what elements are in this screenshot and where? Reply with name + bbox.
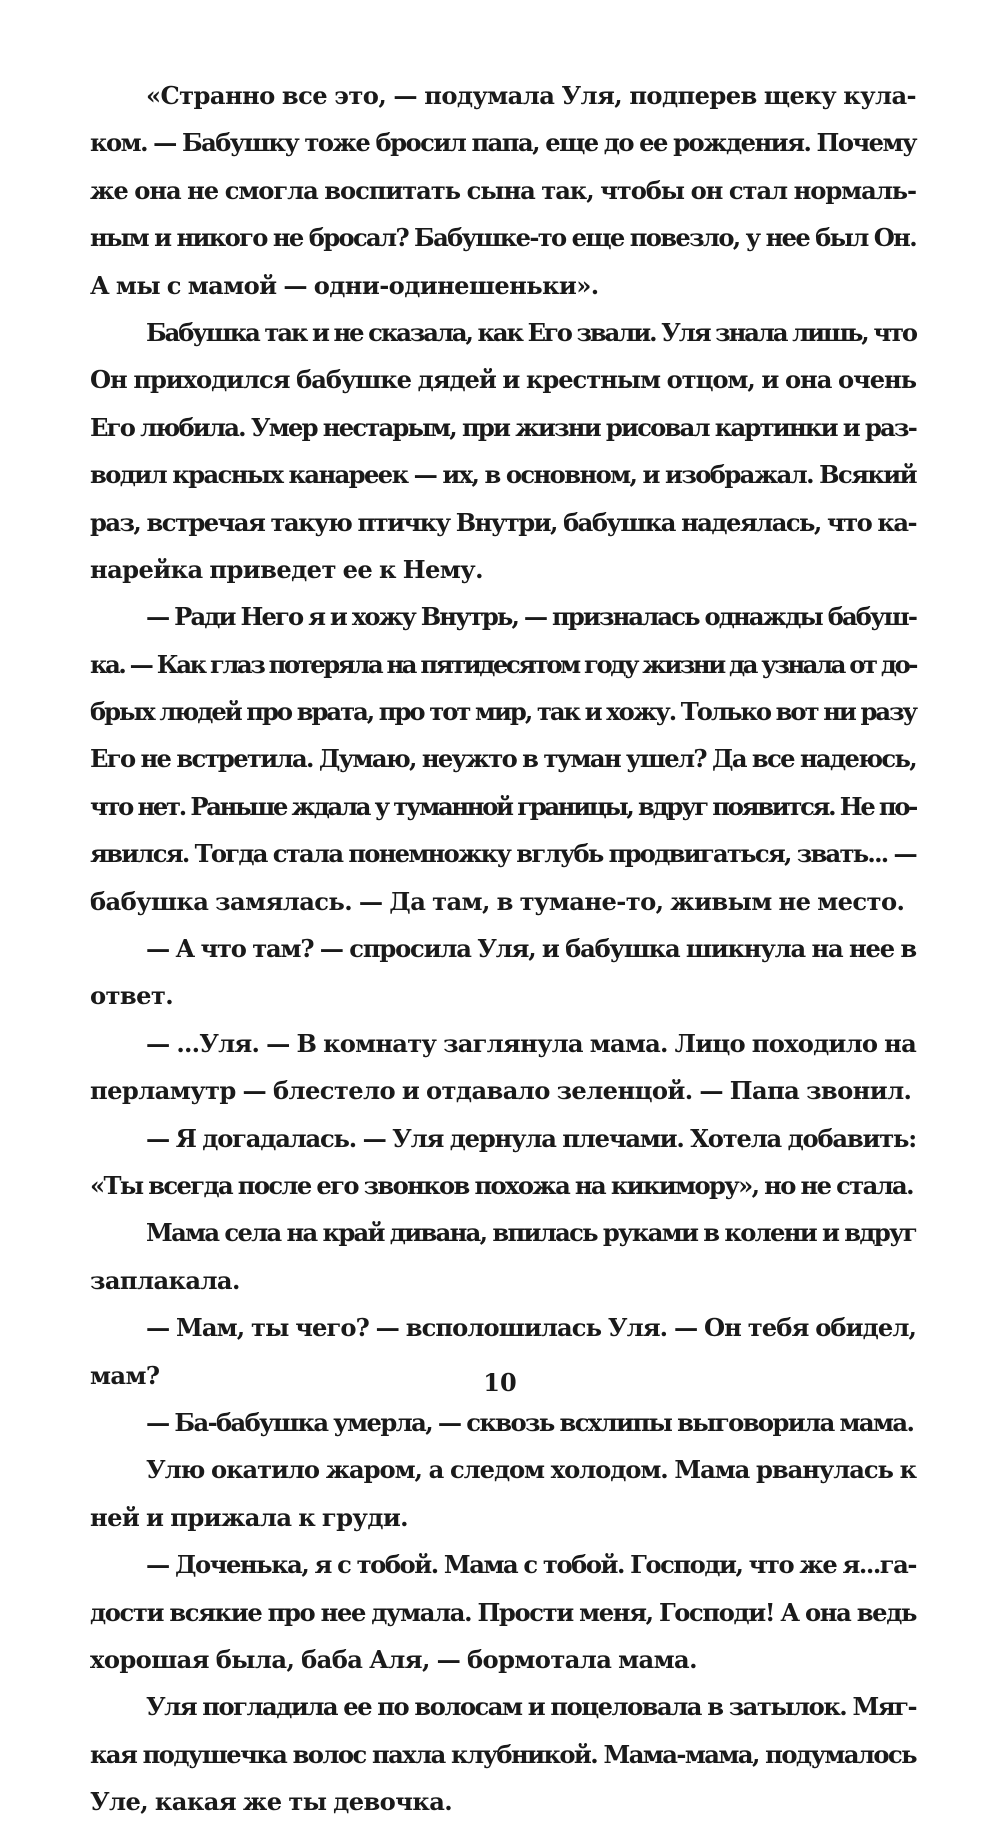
text-line: дости всякие про нее думала. Прости меня, Господи! А она ведь	[90, 1597, 916, 1627]
text-line: — Ба-бабушка умерла, — сквозь всхлипы выговорила мама.	[146, 1407, 914, 1437]
text-line: бабушка замялась. — Да там, в тумане-то, живым не место.	[90, 886, 905, 916]
text-line: же она не смогла воспитать сына так, чтобы он стал нормаль-	[90, 175, 916, 205]
text-line: раз, встречая такую птичку Внутри, бабушка надеялась, что ка-	[90, 507, 916, 537]
text-line: «Ты всегда после его звонков похожа на кикимору», но не стала.	[90, 1170, 913, 1200]
text-line: явился. Тогда стала понемножку вглубь продвигаться, звать... —	[90, 839, 916, 869]
text-line: — ...Уля. — В комнату заглянула мама. Лицо походило на	[146, 1028, 916, 1058]
text-line: Его любила. Умер нестарым, при жизни рисовал картинки и раз-	[90, 412, 916, 442]
text-line: — А что там? — спросила Уля, и бабушка шикнула на нее в	[146, 934, 916, 964]
text-line: Мама села на край дивана, впилась руками в колени и вдруг	[146, 1218, 916, 1248]
text-line: ней и прижала к груди.	[90, 1502, 409, 1532]
text-line: «Странно все это, — подумала Уля, подперев щеку кула-	[146, 81, 916, 110]
text-line: Улю окатило жаром, а следом холодом. Мама рванулась к	[146, 1455, 916, 1485]
text-line: мам?	[90, 1360, 160, 1390]
text-line: ка. — Как глаз потеряла на пятидесятом году жизни да узнала от до-	[90, 649, 916, 679]
text-line: что нет. Раньше ждала у туманной границы, вдруг появится. Не по-	[90, 791, 916, 821]
text-line: брых людей про врата, про тот мир, так и хожу. Только вот ни разу	[90, 697, 916, 727]
text-line: Бабушка так и не сказала, как Его звали. Уля знала лишь, что	[146, 317, 916, 347]
text-line: водил красных канареек — их, в основном, и изображал. Всякий	[90, 460, 916, 490]
text-line: Он приходился бабушке дядей и крестным отцом, и она очень	[90, 365, 916, 395]
text-line: Уля погладила ее по волосам и поцеловала в затылок. Мяг-	[146, 1692, 916, 1722]
text-line: Уле, какая же ты девочка.	[90, 1787, 453, 1817]
text-line: Его не встретила. Думаю, неужто в туман ушел? Да все надеюсь,	[90, 744, 916, 774]
text-line: перламутр — блестело и отдавало зеленцой. — Папа звонил.	[90, 1076, 912, 1106]
text-line: — Доченька, я с тобой. Мама с тобой. Господи, что же я...га-	[146, 1550, 916, 1580]
text-line: заплакала.	[90, 1265, 240, 1295]
text-line: — Мам, ты чего? — всполошилась Уля. — Он тебя обидел,	[146, 1313, 916, 1343]
page-number: 10	[483, 1368, 517, 1397]
text-line: нарейка приведет ее к Нему.	[90, 554, 483, 584]
text-line: кая подушечка волос пахла клубникой. Мама-мама, подумалось	[90, 1739, 916, 1769]
text-line: ответ.	[90, 981, 174, 1011]
text-line: — Ради Него я и хожу Внутрь, — призналась однажды бабуш-	[146, 602, 916, 632]
text-line: ком. — Бабушку тоже бросил папа, еще до ее рождения. Почему	[90, 128, 916, 158]
text-line: А мы с мамой — одни-одинешеньки».	[90, 270, 599, 300]
text-line: хорошая была, баба Аля, — бормотала мама.	[90, 1644, 697, 1674]
body-text	[90, 72, 916, 1825]
text-line: — Я догадалась. — Уля дернула плечами. Хотела добавить:	[146, 1123, 916, 1153]
text-line: ным и никого не бросал? Бабушке-то еще повезло, у нее был Он.	[90, 223, 916, 253]
